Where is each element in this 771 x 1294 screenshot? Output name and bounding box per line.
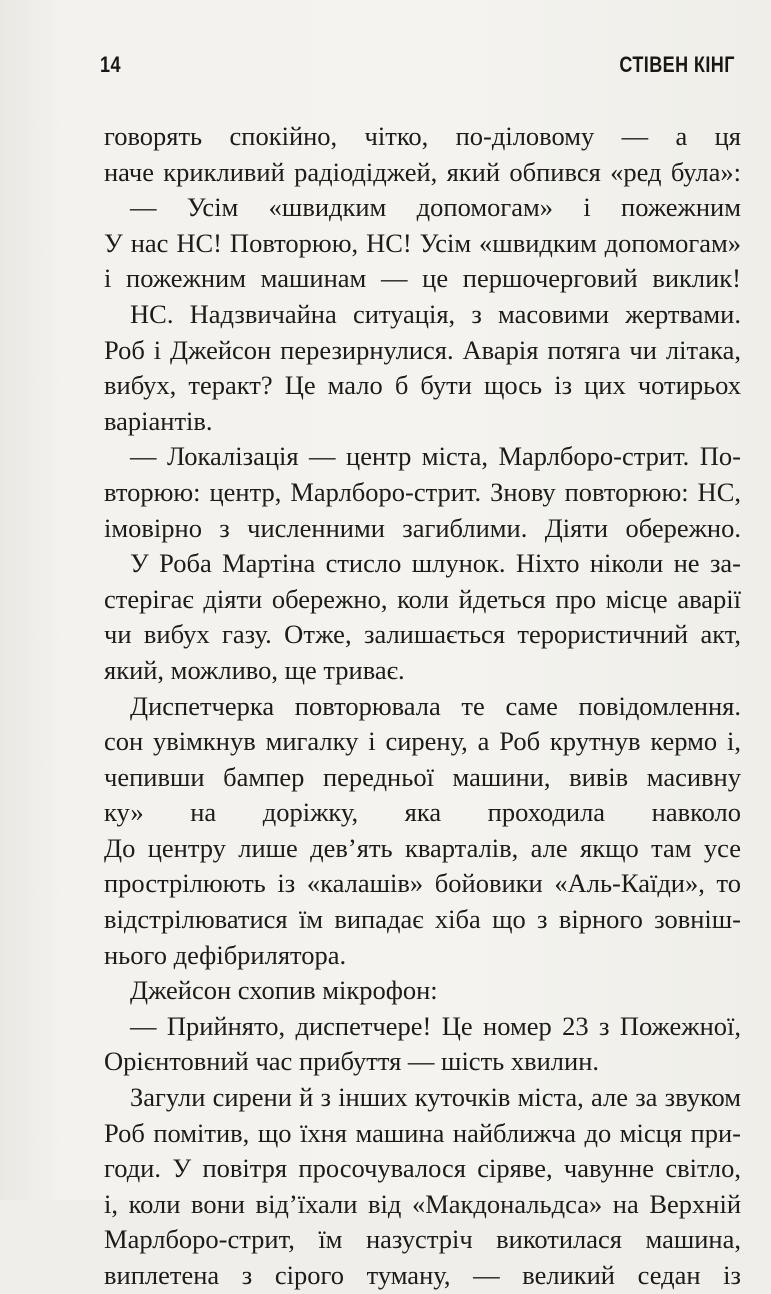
text-line: Диспетчерка повторювала те саме повідомлення. — [130, 690, 741, 721]
text-line: варіантів. — [104, 405, 213, 436]
text-line: У нас НС! Повторюю, НС! Усім «швидким допомогам» — [104, 227, 741, 258]
text-line: який, можливо, ще триває. — [104, 654, 405, 685]
text-line: вибух, теракт? Це мало б бути щось із цих чотирьох — [104, 370, 741, 401]
text-line: — Усім «швидким допомогам» і пожежним — [130, 192, 741, 223]
text-line: До центру лише дев’ять кварталів, але якщо там усе — [104, 832, 741, 863]
text-line: і, коли вони від’їхали від «Макдональдса» на Верхній — [104, 1188, 741, 1219]
text-line: Джейсон схопив мікрофон: — [130, 975, 438, 1006]
body-text — [104, 119, 741, 1294]
text-line: Марлборо-стрит, їм назустріч викотилася машина, — [104, 1224, 741, 1255]
text-line: Загули сирени й з інших куточків міста, але за звуком — [130, 1082, 741, 1113]
text-line: і пожежним машинам — це першочерговий виклик! — [104, 263, 741, 294]
text-line: нього дефібрилятора. — [104, 939, 347, 970]
text-line: чепивши бампер передньої машини, вивів масивну — [104, 761, 741, 792]
text-line: наче крикливий радіодіджей, який обпився «ред була»: — [104, 156, 741, 187]
text-line: стерігає діяти обережно, коли йдеться про місце аварії — [104, 583, 741, 614]
text-line: відстрілюватися їм випадає хіба що з вірного зовніш- — [104, 904, 741, 935]
text-line: ку» на доріжку, яка проходила навколо — [104, 797, 741, 828]
text-line: Роб помітив, що їхня машина найближча до місця при- — [104, 1117, 741, 1148]
text-line: сон увімкнув мигалку і сирену, а Роб крутнув кермо і, — [104, 726, 741, 757]
text-line: вторюю: центр, Марлборо-стрит. Знову повторюю: НС, — [104, 476, 741, 507]
page-header — [100, 52, 735, 82]
text-line: чи вибух газу. Отже, залишається терористичний акт, — [104, 619, 741, 650]
text-line: — Локалізація — центр міста, Марлборо-стрит. По- — [130, 441, 741, 472]
text-line: імовірно з численними загиблими. Діяти обережно. — [104, 512, 741, 543]
running-head-author: СТІВЕН КІНГ — [619, 52, 735, 77]
text-line: прострілюють із «калашів» бойовики «Аль-Каїди», то — [104, 868, 741, 899]
text-line: говорять спокійно, чітко, по-діловому — а ця — [104, 121, 741, 151]
text-line: Роб і Джейсон перезирнулися. Аварія потяга чи літака, — [104, 334, 741, 365]
text-line: годи. У повітря просочувалося сіряве, чавунне світло, — [104, 1153, 741, 1184]
text-line: У Роба Мартіна стисло шлунок. Ніхто ніколи не за- — [130, 548, 741, 579]
text-line: Орієнтовний час прибуття — шість хвилин. — [104, 1046, 600, 1077]
text-line: — Прийнято, диспетчере! Це номер 23 з Пожежної, — [130, 1010, 741, 1041]
page-number: 14 — [100, 52, 121, 77]
text-line: НС. Надзвичайна ситуація, з масовими жертвами. — [130, 298, 741, 329]
text-line: виплетена з сірого туману, — великий седан із — [104, 1260, 741, 1290]
